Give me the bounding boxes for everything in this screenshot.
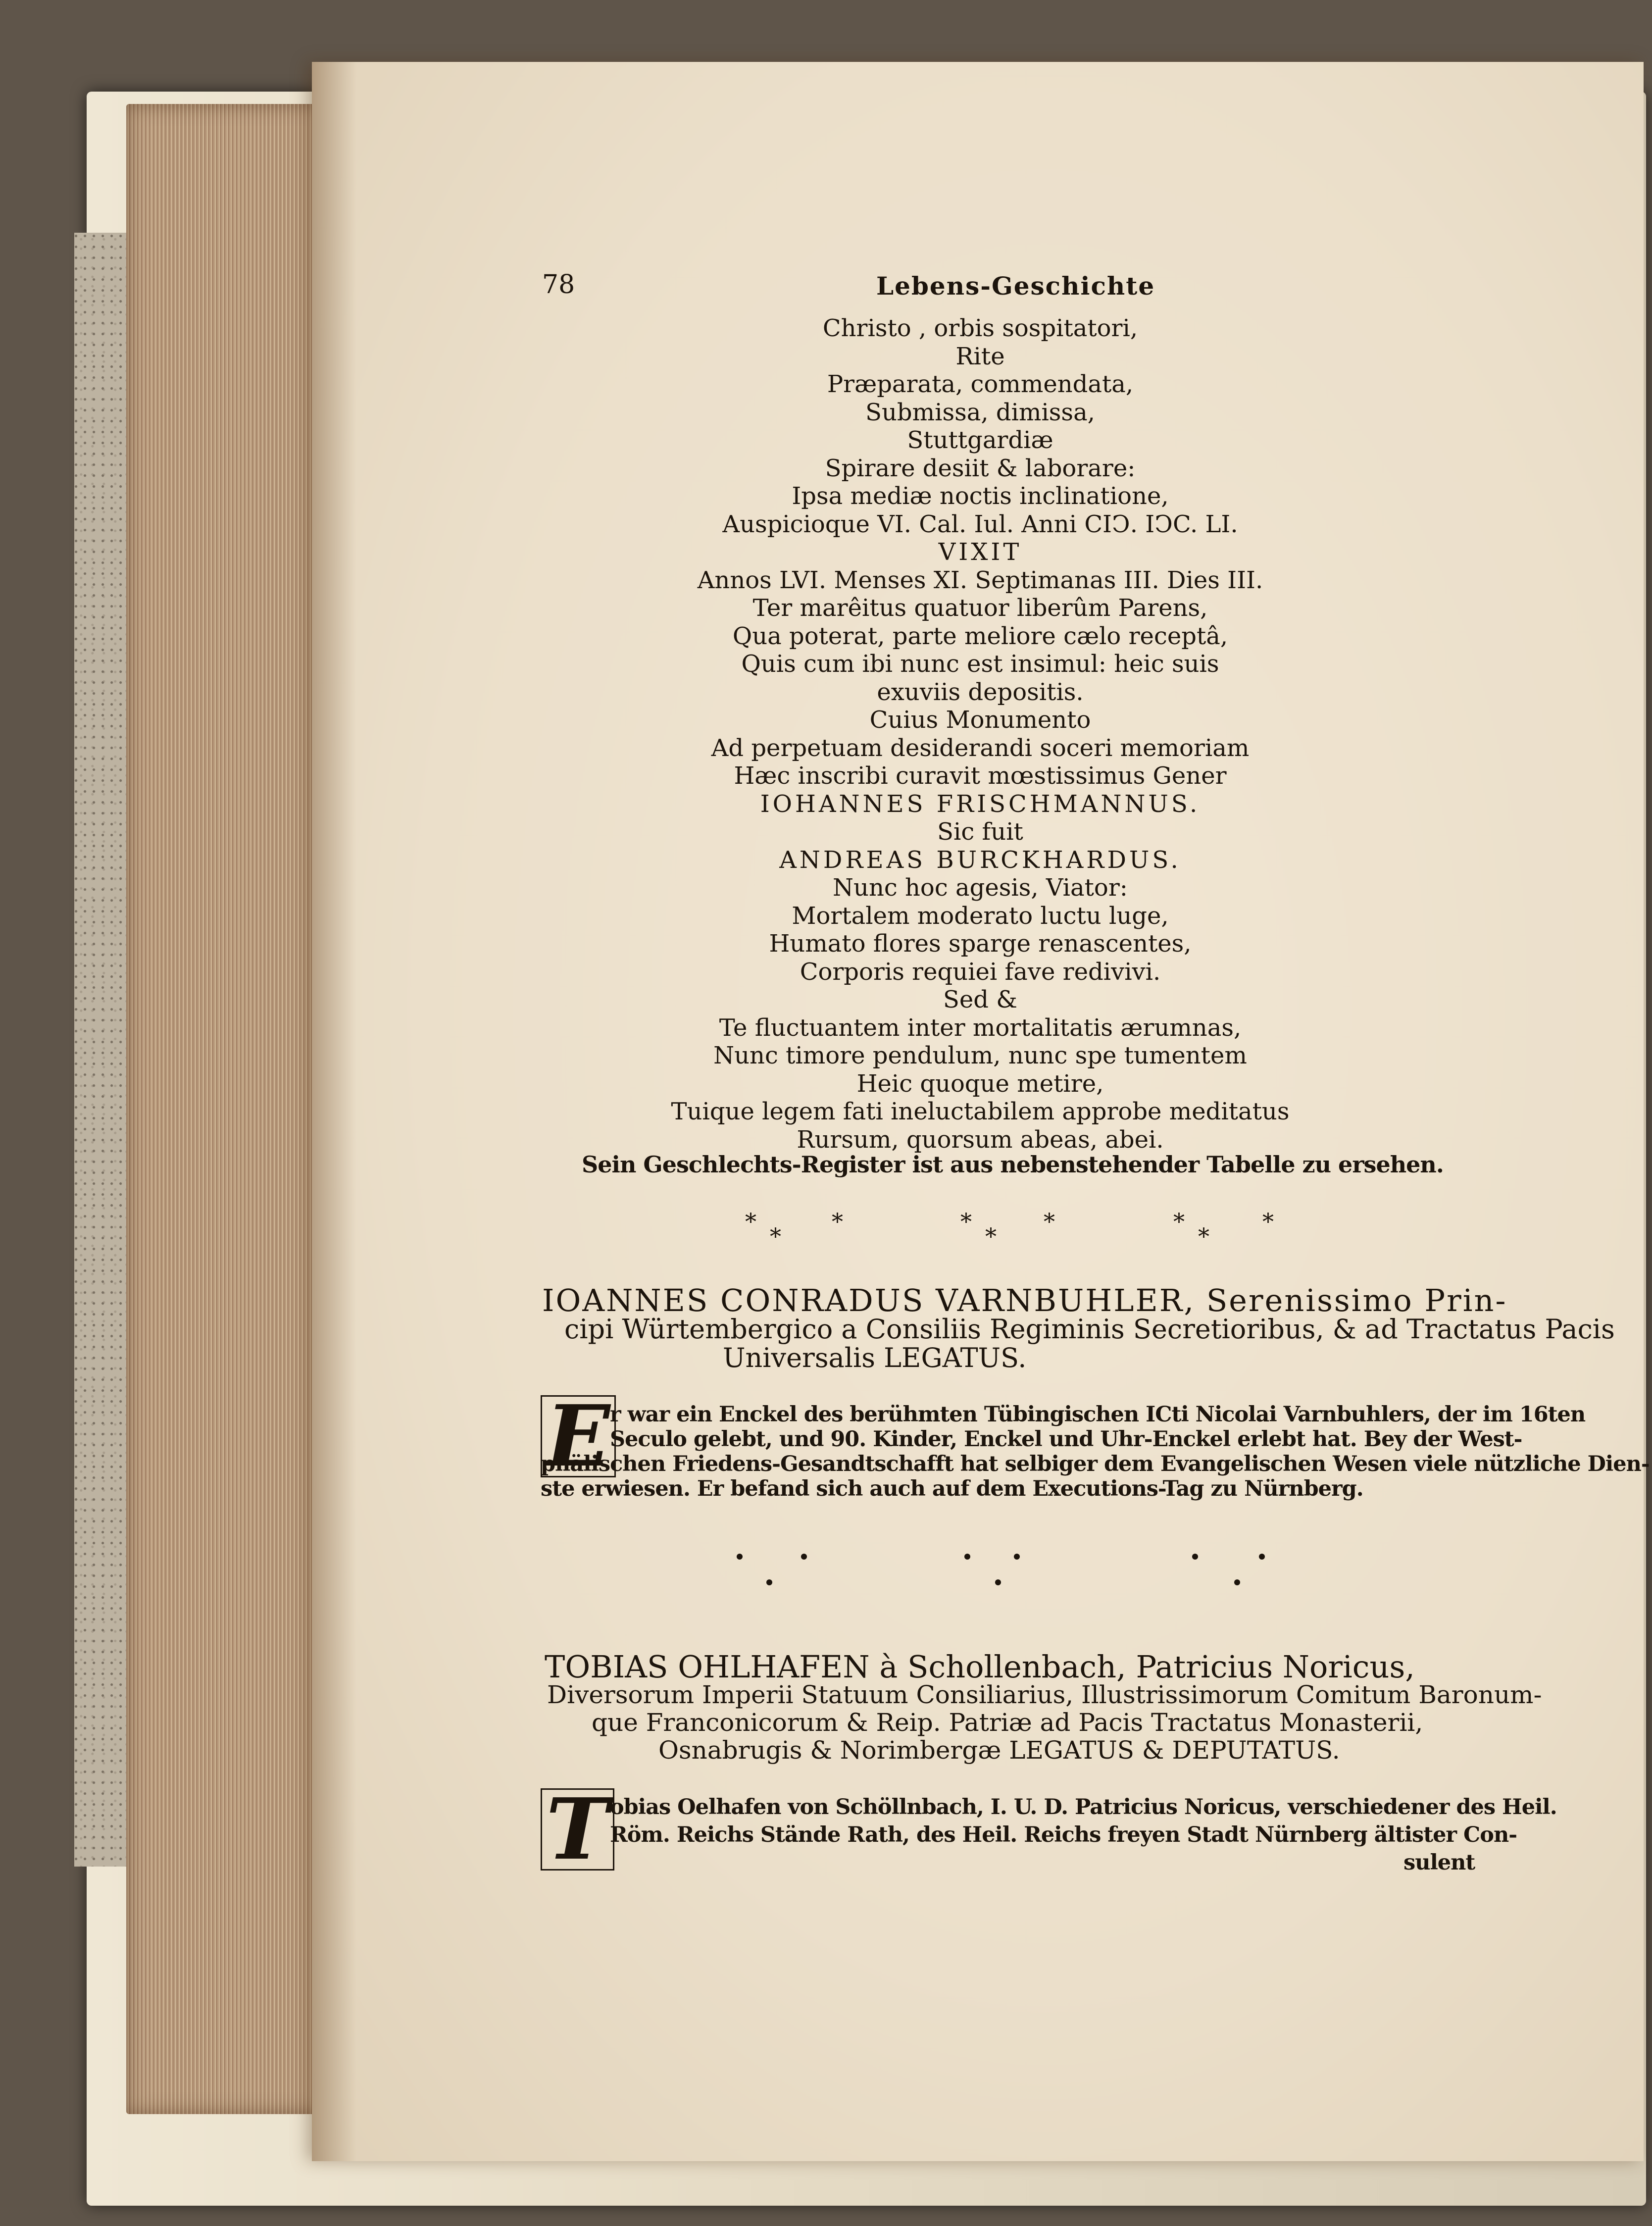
entry2-heading-line: Osnabrugis & Norimbergæ LEGATUS & DEPUTATUS. <box>658 1736 1340 1765</box>
epitaph-line: Spirare desiit & laborare: <box>825 454 1136 482</box>
epitaph-line: Humato flores sparge renascentes, <box>769 930 1192 958</box>
epitaph-line: Christo , orbis sospitatori, <box>822 314 1138 342</box>
entry1-drop-cap: E <box>541 1395 616 1477</box>
star-ornament: * <box>745 1208 756 1235</box>
star-ornament: * <box>832 1208 843 1235</box>
epitaph-line: Annos LVI. Menses XI. Septimanas III. Dies III. <box>697 566 1263 594</box>
entry2-heading-line: que Franconicorum & Reip. Patriæ ad Pacis Tractatus Monasterii, <box>592 1708 1423 1737</box>
epitaph-line: IOHANNES FRISCHMANNUS. <box>760 790 1201 818</box>
dot-ornament <box>1192 1554 1198 1560</box>
star-ornament: * <box>1198 1223 1209 1250</box>
entry1-body-line: r war ein Enckel des berühmten Tübingischen ICti Nicolai Varnbuhlers, der im 16ten <box>610 1402 1586 1427</box>
dot-ornament <box>737 1554 743 1560</box>
epitaph-line: Sic fuit <box>937 818 1023 846</box>
star-ornament: * <box>985 1223 997 1250</box>
epitaph-line: VIXIT <box>938 538 1022 566</box>
epitaph-line: exuviis depositis. <box>877 678 1084 706</box>
epitaph-line: Heic quoque metire, <box>856 1069 1104 1098</box>
entry2-heading-line: Diversorum Imperii Statuum Consiliarius, Illustrissimorum Comitum Baronum- <box>547 1680 1542 1709</box>
epitaph-line: Ipsa mediæ noctis inclinatione, <box>792 482 1169 510</box>
epitaph-line: Submissa, dimissa, <box>865 398 1095 426</box>
epitaph-line: Ad perpetuam desiderandi soceri memoriam <box>711 734 1250 762</box>
epitaph-line: Auspicioque VI. Cal. Iul. Anni CIↃ. IↃC. LI. <box>722 510 1238 538</box>
epitaph-line: Quis cum ibi nunc est insimul: heic suis <box>741 650 1219 678</box>
epitaph-line: Corporis requiei fave redivivi. <box>800 958 1161 986</box>
register-note: Sein Geschlechts-Register ist aus nebenstehender Tabelle zu ersehen. <box>582 1151 1444 1178</box>
entry1-heading-line: IOANNES CONRADUS VARNBUHLER, Serenissimo Prin- <box>542 1282 1507 1318</box>
epitaph-line: Mortalem moderato luctu luge, <box>792 902 1169 930</box>
star-ornament: * <box>1173 1208 1185 1235</box>
entry1-heading-line: cipi Würtembergico a Consiliis Regiminis Secretioribus, & ad Tractatus Pacis <box>564 1314 1615 1345</box>
entry1-heading-line: Universalis LEGATUS. <box>723 1342 1027 1373</box>
epitaph-line: Sed & <box>943 986 1017 1013</box>
dot-ornament <box>766 1579 772 1585</box>
dot-ornament <box>1014 1554 1020 1560</box>
epitaph-line: Te fluctuantem inter mortalitatis ærumnas, <box>719 1013 1242 1042</box>
entry2-drop-cap: T <box>541 1788 614 1871</box>
dot-ornament <box>964 1554 970 1560</box>
entry2-body-line: Röm. Reichs Stände Rath, des Heil. Reichs freyen Stadt Nürnberg ältister Con- <box>610 1822 1517 1847</box>
epitaph-line: Rursum, quorsum abeas, abei. <box>797 1125 1164 1154</box>
star-ornament: * <box>960 1208 972 1235</box>
entry2-body-line: obias Oelhafen von Schöllnbach, I. U. D. Patricius Noricus, verschiedener des Heil. <box>610 1795 1557 1820</box>
entry2-heading-line: TOBIAS OHLHAFEN à Schollenbach, Patricius Noricus, <box>545 1649 1415 1685</box>
dot-ornament <box>1234 1579 1240 1585</box>
epitaph-line: Rite <box>955 342 1005 370</box>
entry2-body-line: sulent <box>1403 1850 1475 1875</box>
dot-ornament <box>1259 1554 1265 1560</box>
epitaph-line: Qua poterat, parte meliore cælo receptâ, <box>732 622 1228 650</box>
epitaph-line: Nunc timore pendulum, nunc spe tumentem <box>713 1042 1247 1069</box>
epitaph-line: ANDREAS BURCKHARDUS. <box>779 846 1181 874</box>
entry1-body-line: phälischen Friedens-Gesandtschafft hat selbiger dem Evangelischen Wesen viele nützliche Dien- <box>541 1452 1650 1476</box>
dot-ornament <box>995 1579 1001 1585</box>
epitaph-line: Hæc inscribi curavit mœstissimus Gener <box>734 762 1227 790</box>
epitaph-line: Cuius Monumento <box>869 706 1091 734</box>
epitaph-line: Præparata, commendata, <box>827 370 1134 398</box>
page-block-edges <box>126 104 329 2114</box>
star-ornament: * <box>1044 1208 1055 1235</box>
dot-ornament <box>801 1554 807 1560</box>
epitaph-line: Nunc hoc agesis, Viator: <box>833 874 1128 902</box>
page-number: 78 <box>542 270 575 300</box>
epitaph-line: Ter marêitus quatuor liberûm Parens, <box>752 594 1208 622</box>
entry1-body-line: ste erwiesen. Er befand sich auch auf dem Executions-Tag zu Nürnberg. <box>541 1476 1363 1501</box>
entry1-body-line: Seculo gelebt, und 90. Kinder, Enckel und Uhr-Enckel erlebt hat. Bey der West- <box>610 1427 1522 1452</box>
star-ornament: * <box>1262 1208 1274 1235</box>
running-head: Lebens-Geschichte <box>876 271 1155 301</box>
epitaph-line: Tuique legem fati ineluctabilem approbe meditatus <box>671 1098 1290 1125</box>
epitaph-line: Stuttgardiæ <box>907 426 1053 454</box>
star-ornament: * <box>770 1223 781 1250</box>
page-gutter-shadow <box>312 62 356 2161</box>
